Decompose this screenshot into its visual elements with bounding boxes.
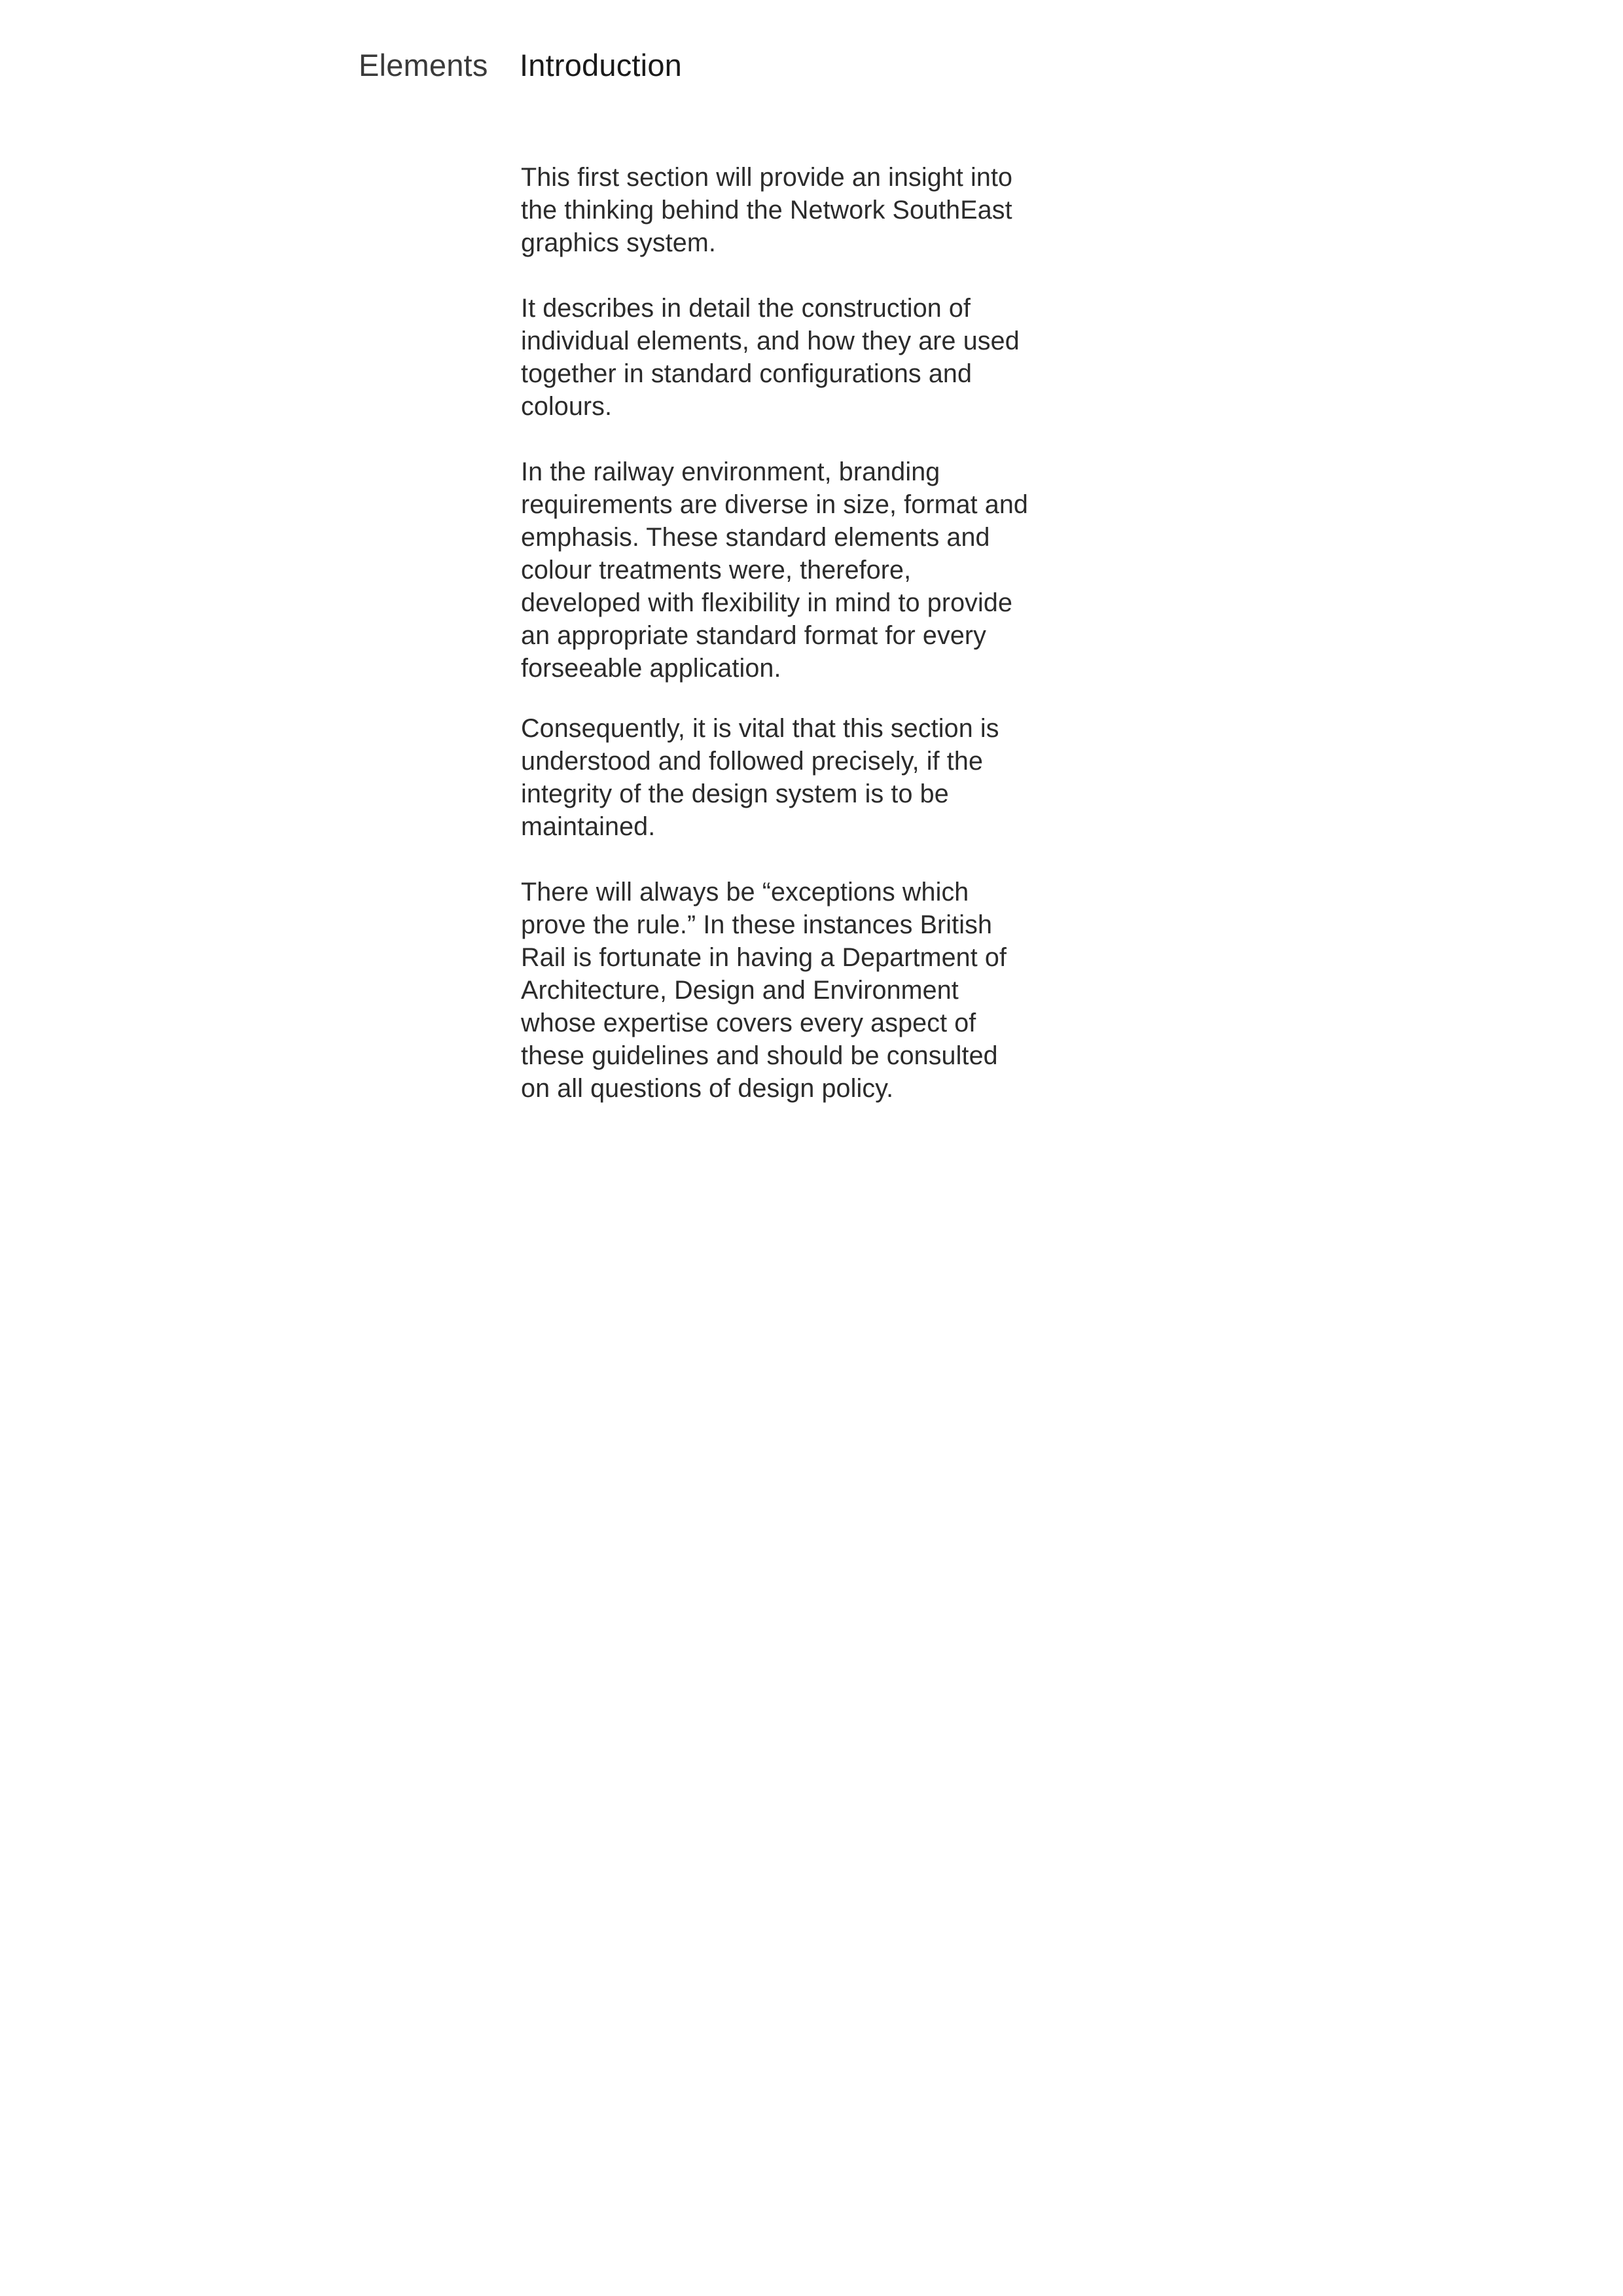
paragraph-5: There will always be “exceptions which prove the rule.” In these instances British Rail is fortunate in having a Department of Architecture, Design and Environment whose expertise covers every aspect of these guidelines and should be consulted on all questions of design policy. xyxy=(521,878,1007,1103)
paragraph-4: Consequently, it is vital that this section is understood and followed precisely, if the integrity of the design system is to be maintained. xyxy=(521,714,999,841)
body-text xyxy=(521,161,1031,1138)
page-title: Introduction xyxy=(520,48,683,82)
paragraph-3: In the railway environment, branding requirements are diverse in size, format and emphasis. These standard elements and colour treatments were, therefore, developed with flexibility in mind to provide an appropriate standard format for every forseeable application. xyxy=(521,457,1028,683)
paragraph-1: This first section will provide an insight into the thinking behind the Network SouthEast graphics system. xyxy=(521,163,1013,257)
section-label: Elements xyxy=(359,48,488,82)
page-header xyxy=(359,47,682,84)
paragraph-2: It describes in detail the construction of individual elements, and how they are used together in standard configurations and colours. xyxy=(521,294,1020,421)
